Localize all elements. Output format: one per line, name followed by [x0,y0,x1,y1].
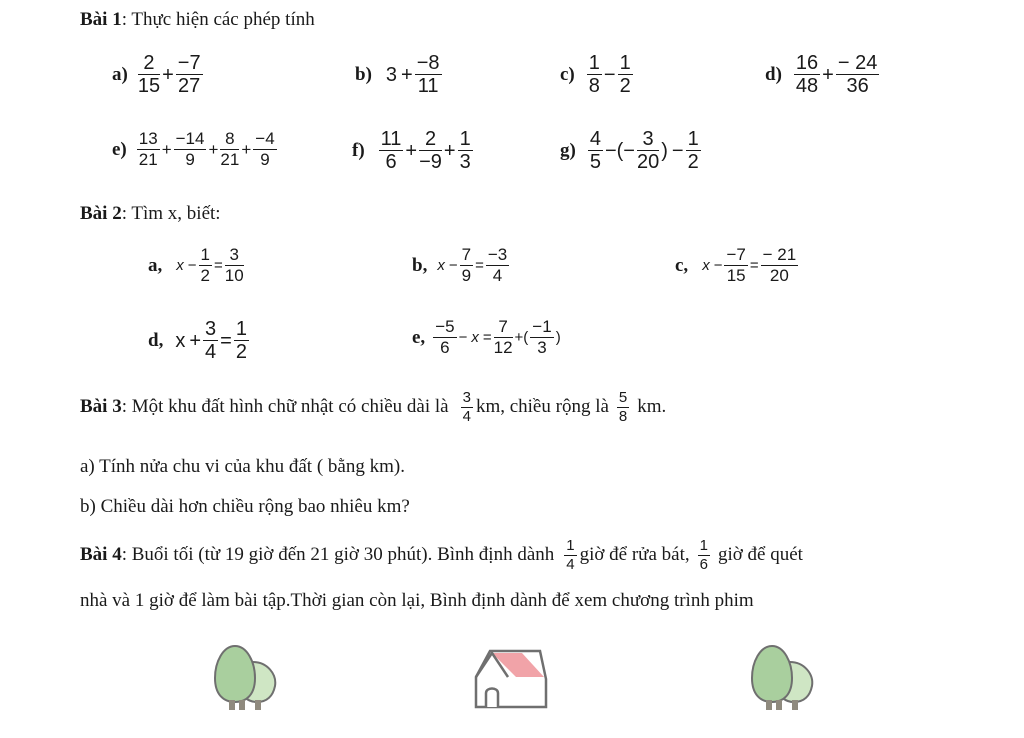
item-label: a, [148,254,163,276]
house-icon [470,645,550,713]
operator: − [671,139,684,162]
bai4-text: giờ để quét [717,544,803,566]
operator: + [241,139,252,159]
fraction: 1 8 [588,52,600,97]
exercise-2d [148,318,249,364]
fraction: 3 4 [462,389,471,425]
fraction: −1 3 [532,317,552,357]
bai1-instruction: : Thực hiện các phép tính [121,9,315,30]
item-label: b) [355,64,372,85]
operator: − [458,329,468,347]
exercise-1g [560,128,701,174]
bai4-text: : Buổi tối (từ 19 giờ đến 21 giờ 30 phút). Bình định dành [121,544,555,566]
fraction: 13 21 [138,129,158,169]
item-label: d) [765,64,782,85]
exercise-2b [412,246,509,285]
exercise-1c [560,52,633,98]
bai3-text: km, chiều rộng là [475,396,609,418]
fraction: $\frac{- 21}{20}$ [762,245,797,285]
operator: + [208,139,219,159]
operator: − [603,63,616,86]
fraction: 1 4 [566,537,575,573]
fraction: $\frac{-8}{11}$ [416,52,440,97]
bai4-text: giờ để rửa bát, [579,544,690,566]
bai3-problem [80,390,666,425]
operator: −(− [604,139,635,162]
fraction: $\frac{1}{2}$ [235,318,247,363]
equals: = [749,257,759,275]
bai4-line2: nhà và 1 giờ để làm bài tập.Thời gian còn lại, Bình định dành để xem chương trình phim [80,590,754,611]
fraction: $\frac{8}{21}$ [220,129,240,169]
operator: − [187,257,197,275]
fraction: 1 6 [699,537,708,573]
tree-icon-right [742,640,822,712]
fraction: $\frac{1}{2}$ [619,52,631,97]
fraction: $\frac{- 24}{36}$ [837,52,878,97]
operator: ) [661,139,668,162]
exercise-1e [112,130,277,169]
fraction: $\frac{1}{2}$ [687,128,699,173]
exercise-2c [675,246,798,285]
fraction: 4 5 [589,128,601,173]
exercise-1f [352,128,473,174]
exercise-2a [148,246,244,285]
bai2-instruction: : Tìm x, biết: [121,203,221,224]
bai3-text: : Một khu đất hình chữ nhật có chiều dài là [121,396,449,418]
operator: − [448,257,458,275]
fraction: $\frac{2}{-9}$ [419,128,442,173]
fraction: −5 6 [435,317,455,357]
variable-x: x [437,257,445,275]
exercise-1b [355,52,442,98]
bai3-text: km. [637,396,667,418]
operator: +( [514,329,529,347]
item-label: c) [560,64,575,85]
item-label: e, [412,326,426,348]
operator: + [443,139,456,162]
bai3-title: Bài 3 [80,396,122,418]
operator: + [401,63,413,86]
bai1-heading [80,9,315,31]
fraction: $\frac{7}{9}$ [461,245,472,285]
operator: + [189,329,202,352]
fraction: $\frac{-7}{27}$ [177,52,201,97]
fraction: $\frac{-7}{15}$ [726,245,746,285]
fraction: 5 8 [618,389,628,425]
fraction: $\frac{-3}{4}$ [487,245,508,285]
item-label: c, [675,254,689,276]
variable-x: x [702,257,710,275]
bai3-question-b: b) Chiều dài hơn chiều rộng bao nhiêu km? [80,496,410,517]
item-label: b, [412,254,428,276]
equals: = [220,329,232,352]
fraction: $\frac{3}{10}$ [224,245,244,285]
bai2-title: Bài 2 [80,203,122,224]
fraction: $\frac{-14}{9}$ [175,129,205,169]
item-label: d, [148,330,164,351]
item-label: g) [560,140,576,161]
variable-x: x [175,329,186,352]
fraction: $\frac{-4}{9}$ [255,129,275,169]
bai2-heading [80,203,221,225]
operator: + [161,139,172,159]
bai4-problem [80,538,803,573]
bai1-title: Bài 1 [80,9,122,30]
bai3-question-a: a) Tính nửa chu vi của khu đất ( bằng km). [80,456,405,477]
item-label: a) [112,64,128,85]
fraction: 2 15 [137,52,161,97]
fraction: $\frac{1}{3}$ [459,128,471,173]
operator: + [162,63,174,86]
bai4-title: Bài 4 [80,544,122,566]
item-label: f) [352,140,365,161]
exercise-1d [765,52,879,98]
number: 3 [385,63,398,86]
fraction: $\frac{3}{4}$ [205,318,217,363]
operator: + [822,63,834,86]
exercise-2e [412,318,563,357]
fraction: 11 6 [380,128,402,173]
operator: − [713,257,723,275]
paren-close: ) [555,329,561,347]
item-label: e) [112,138,127,160]
fraction: 16 48 [795,52,819,97]
equals: = [213,257,223,275]
fraction: $\frac{7}{12}$ [493,317,513,357]
variable-x: x [471,329,479,347]
variable-x: x [176,257,184,275]
fraction: $\frac{1}{2}$ [200,245,210,285]
equals: = [482,329,492,347]
equals: = [475,257,484,275]
exercise-1a [112,52,203,98]
tree-icon-left [205,640,285,712]
fraction: $\frac{3}{20}$ [636,128,660,173]
operator: + [405,139,418,162]
